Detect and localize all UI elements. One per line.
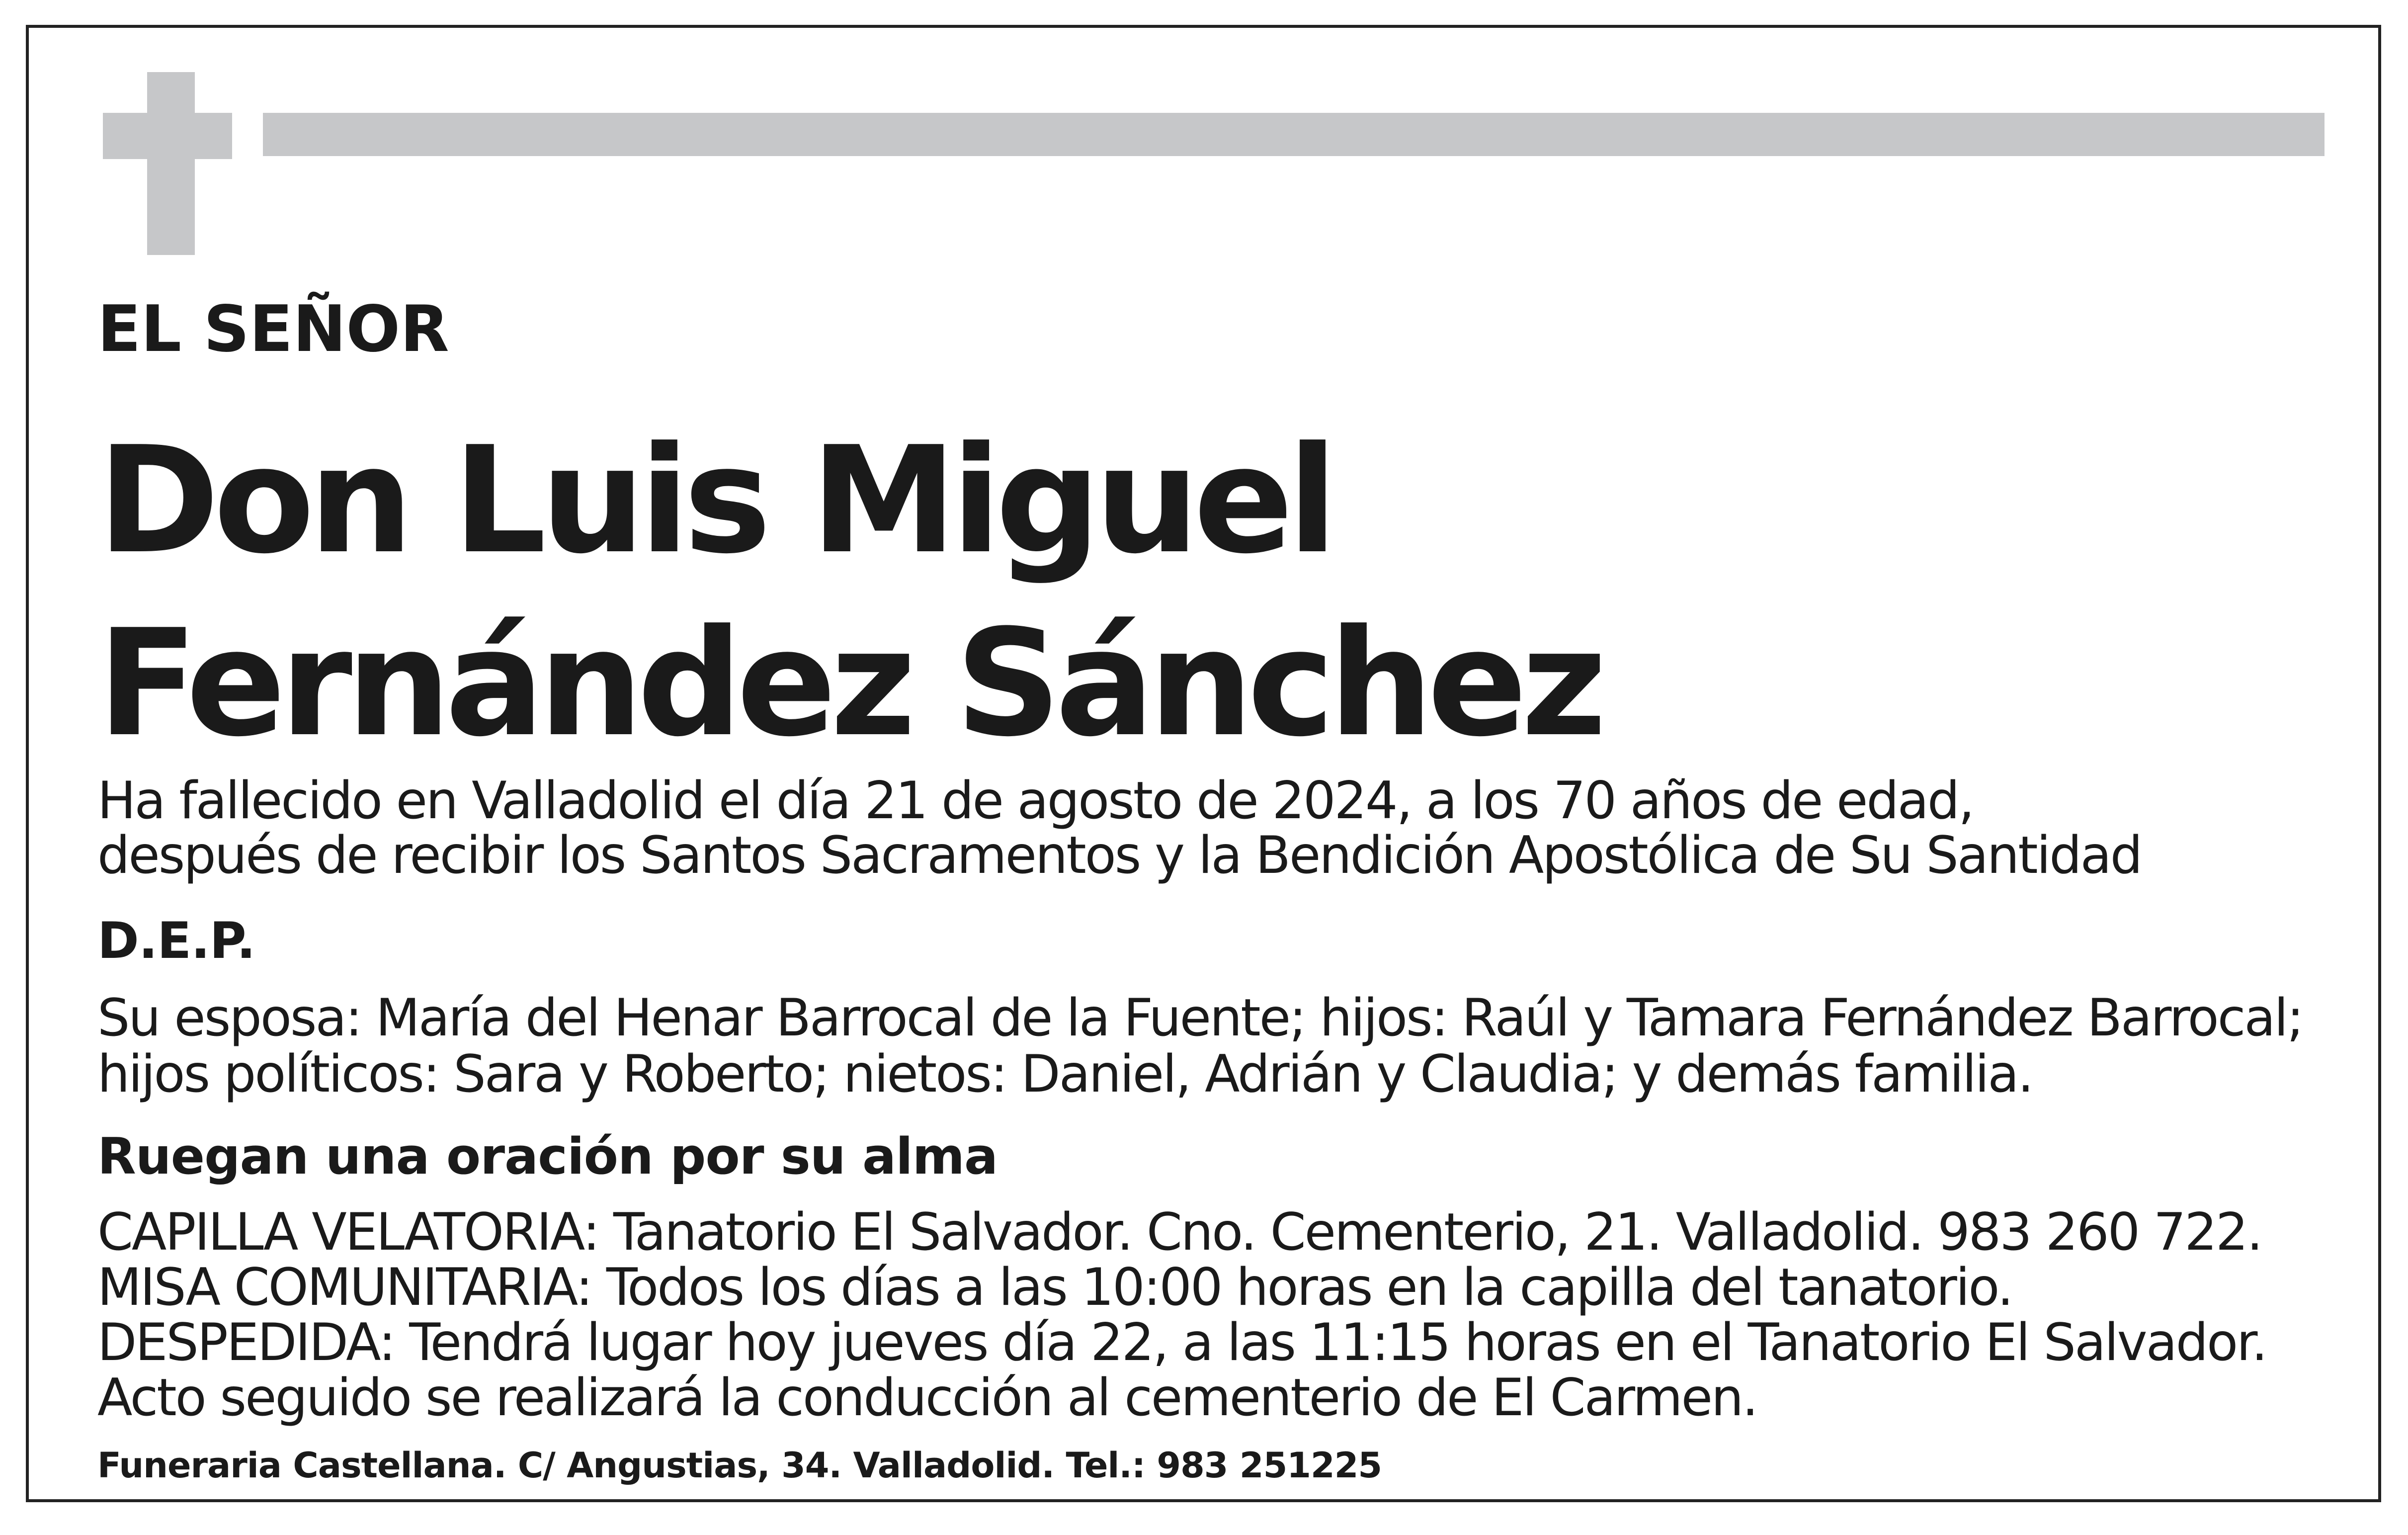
details-line-2: MISA COMUNITARIA: Todos los días a las 10:00 horas en la capilla del tanatorio. — [97, 1258, 2012, 1317]
header-rule — [263, 113, 2325, 156]
family-line-2: hijos políticos: Sara y Roberto; nietos: Daniel, Adrián y Claudia; y demás familia. — [97, 1044, 2033, 1104]
cross-icon-vertical — [147, 72, 195, 255]
announcement-line-2: después de recibir los Santos Sacramentos y la Bendición Apostólica de Su Santidad — [97, 826, 2142, 885]
deceased-name-line-2: Fernández Sánchez — [97, 597, 1601, 769]
title-label: EL SEÑOR — [97, 292, 449, 366]
family-line-1: Su esposa: María del Henar Barrocal de la Fuente; hijos: Raúl y Tamara Fernández Barrocal; — [97, 988, 2303, 1048]
details-line-1: CAPILLA VELATORIA: Tanatorio El Salvador. Cno. Cementerio, 21. Valladolid. 983 260 722. — [97, 1202, 2262, 1262]
deceased-name-line-1: Don Luis Miguel — [97, 415, 1332, 586]
prayer-request: Ruegan una oración por su alma — [97, 1127, 998, 1186]
funeral-home-footer: Funeraria Castellana. C/ Angustias, 34. Valladolid. Tel.: 983 251225 — [97, 1445, 1382, 1486]
announcement-line-1: Ha fallecido en Valladolid el día 21 de agosto de 2024, a los 70 años de edad, — [97, 771, 1974, 831]
details-line-4: Acto seguido se realizará la conducción al cementerio de El Carmen. — [97, 1368, 1757, 1428]
cross-icon-horizontal — [103, 113, 232, 159]
dep-label: D.E.P. — [97, 911, 255, 970]
details-line-3: DESPEDIDA: Tendrá lugar hoy jueves día 22, a las 11:15 horas en el Tanatorio El Salvador. — [97, 1313, 2266, 1372]
